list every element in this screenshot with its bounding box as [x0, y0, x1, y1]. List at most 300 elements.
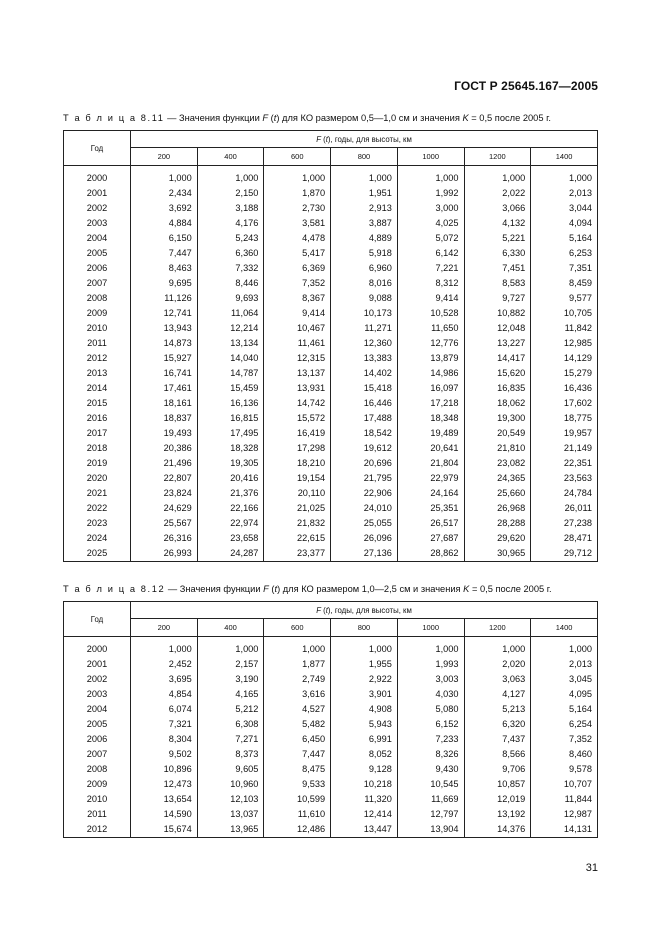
value-cell: 1,000 — [131, 171, 198, 186]
value-cell: 9,088 — [331, 291, 398, 306]
group-header — [131, 602, 598, 619]
altitude-header: 1200 — [464, 619, 531, 637]
table-row — [64, 396, 598, 411]
caption-symbol: K — [462, 113, 469, 123]
value-cell: 17,218 — [397, 396, 464, 411]
caption-text: = 0,5 после 2005 г. — [469, 584, 552, 594]
year-cell: 2010 — [64, 792, 131, 807]
value-cell: 14,742 — [264, 396, 331, 411]
value-cell: 8,367 — [264, 291, 331, 306]
value-cell: 12,797 — [397, 807, 464, 822]
value-cell: 7,352 — [531, 732, 598, 747]
data-table — [63, 601, 598, 838]
value-cell: 12,019 — [464, 792, 531, 807]
value-cell: 19,305 — [197, 456, 264, 471]
table-row — [64, 642, 598, 657]
table-row — [64, 777, 598, 792]
value-cell: 5,164 — [531, 702, 598, 717]
year-column-header: Год — [64, 131, 131, 166]
table-row — [64, 657, 598, 672]
value-cell: 14,787 — [197, 366, 264, 381]
value-cell: 18,348 — [397, 411, 464, 426]
value-cell: 17,602 — [531, 396, 598, 411]
page-number: 31 — [585, 862, 598, 874]
value-cell: 1,000 — [397, 642, 464, 657]
value-cell: 7,352 — [264, 276, 331, 291]
value-cell: 9,706 — [464, 762, 531, 777]
value-cell: 8,052 — [331, 747, 398, 762]
value-cell: 9,605 — [197, 762, 264, 777]
value-cell: 13,192 — [464, 807, 531, 822]
table-row — [64, 441, 598, 456]
table-row — [64, 732, 598, 747]
value-cell: 14,590 — [131, 807, 198, 822]
altitude-header: 1000 — [397, 619, 464, 637]
value-cell: 5,213 — [464, 702, 531, 717]
value-cell: 12,214 — [197, 321, 264, 336]
value-cell: 30,965 — [464, 546, 531, 562]
table-row — [64, 336, 598, 351]
value-cell: 14,873 — [131, 336, 198, 351]
value-cell: 12,360 — [331, 336, 398, 351]
value-cell: 3,000 — [397, 201, 464, 216]
value-cell: 20,416 — [197, 471, 264, 486]
value-cell: 10,882 — [464, 306, 531, 321]
table-row — [64, 276, 598, 291]
value-cell: 1,951 — [331, 186, 398, 201]
value-cell: 14,376 — [464, 822, 531, 838]
value-cell: 26,096 — [331, 531, 398, 546]
caption-symbol: t — [274, 584, 278, 594]
value-cell: 11,271 — [331, 321, 398, 336]
value-cell: 6,254 — [531, 717, 598, 732]
year-cell: 2008 — [64, 762, 131, 777]
value-cell: 21,804 — [397, 456, 464, 471]
value-cell: 6,152 — [397, 717, 464, 732]
value-cell: 4,165 — [197, 687, 264, 702]
value-cell: 2,452 — [131, 657, 198, 672]
header-text: ( — [320, 605, 326, 615]
value-cell: 9,414 — [264, 306, 331, 321]
table-row — [64, 291, 598, 306]
value-cell: 5,243 — [197, 231, 264, 246]
table-row — [64, 672, 598, 687]
value-cell: 6,369 — [264, 261, 331, 276]
value-cell: 4,908 — [331, 702, 398, 717]
table-row — [64, 351, 598, 366]
value-cell: 4,095 — [531, 687, 598, 702]
value-cell: 8,475 — [264, 762, 331, 777]
year-cell: 2012 — [64, 351, 131, 366]
header-symbol: F — [316, 605, 321, 615]
year-cell: 2016 — [64, 411, 131, 426]
value-cell: 11,610 — [264, 807, 331, 822]
value-cell: 15,572 — [264, 411, 331, 426]
value-cell: 8,446 — [197, 276, 264, 291]
value-cell: 26,968 — [464, 501, 531, 516]
header-text: ( — [320, 134, 326, 144]
year-cell: 2024 — [64, 531, 131, 546]
value-cell: 4,527 — [264, 702, 331, 717]
value-cell: 1,955 — [331, 657, 398, 672]
table-row — [64, 792, 598, 807]
caption-text: ) для КО размером 1,0—2,5 см и значения — [277, 584, 464, 594]
value-cell: 14,131 — [531, 822, 598, 838]
value-cell: 9,128 — [331, 762, 398, 777]
value-cell: 15,674 — [131, 822, 198, 838]
value-cell: 10,599 — [264, 792, 331, 807]
header-symbol: F — [316, 134, 321, 144]
value-cell: 23,658 — [197, 531, 264, 546]
table-row — [64, 687, 598, 702]
value-cell: 4,884 — [131, 216, 198, 231]
value-cell: 17,488 — [331, 411, 398, 426]
value-cell: 11,320 — [331, 792, 398, 807]
value-cell: 13,965 — [197, 822, 264, 838]
value-cell: 7,351 — [531, 261, 598, 276]
value-cell: 13,227 — [464, 336, 531, 351]
value-cell: 22,166 — [197, 501, 264, 516]
value-cell: 18,542 — [331, 426, 398, 441]
header-text: ), годы, для высоты, км — [327, 134, 412, 144]
value-cell: 4,478 — [264, 231, 331, 246]
year-column-header: Год — [64, 602, 131, 637]
year-cell: 2009 — [64, 306, 131, 321]
value-cell: 16,419 — [264, 426, 331, 441]
value-cell: 8,326 — [397, 747, 464, 762]
value-cell: 19,300 — [464, 411, 531, 426]
value-cell: 13,383 — [331, 351, 398, 366]
year-cell: 2020 — [64, 471, 131, 486]
year-cell: 2025 — [64, 546, 131, 562]
value-cell: 7,271 — [197, 732, 264, 747]
value-cell: 13,037 — [197, 807, 264, 822]
value-cell: 18,328 — [197, 441, 264, 456]
document-header: ГОСТ Р 25645.167—2005 — [454, 79, 598, 93]
value-cell: 1,000 — [331, 171, 398, 186]
caption-text: ( — [268, 584, 275, 594]
value-cell: 29,712 — [531, 546, 598, 562]
value-cell: 8,460 — [531, 747, 598, 762]
year-cell: 2004 — [64, 231, 131, 246]
caption-symbol: t — [273, 113, 277, 123]
caption-text: ( — [268, 113, 274, 123]
value-cell: 11,461 — [264, 336, 331, 351]
value-cell: 13,447 — [331, 822, 398, 838]
value-cell: 8,583 — [464, 276, 531, 291]
table-row — [64, 762, 598, 777]
year-cell: 2010 — [64, 321, 131, 336]
year-cell: 2003 — [64, 216, 131, 231]
value-cell: 26,316 — [131, 531, 198, 546]
value-cell: 1,993 — [397, 657, 464, 672]
value-cell: 23,824 — [131, 486, 198, 501]
year-cell: 2011 — [64, 336, 131, 351]
value-cell: 24,629 — [131, 501, 198, 516]
year-cell: 2000 — [64, 171, 131, 186]
value-cell: 21,810 — [464, 441, 531, 456]
value-cell: 21,496 — [131, 456, 198, 471]
value-cell: 1,000 — [397, 171, 464, 186]
year-cell: 2008 — [64, 291, 131, 306]
year-cell: 2023 — [64, 516, 131, 531]
table-row — [64, 516, 598, 531]
year-cell: 2009 — [64, 777, 131, 792]
value-cell: 6,960 — [331, 261, 398, 276]
table-row — [64, 321, 598, 336]
table-row — [64, 717, 598, 732]
value-cell: 9,578 — [531, 762, 598, 777]
value-cell: 18,210 — [264, 456, 331, 471]
table-row — [64, 702, 598, 717]
altitude-header: 200 — [131, 148, 198, 166]
value-cell: 22,615 — [264, 531, 331, 546]
value-cell: 7,447 — [131, 246, 198, 261]
value-cell: 6,142 — [397, 246, 464, 261]
value-cell: 26,517 — [397, 516, 464, 531]
value-cell: 19,489 — [397, 426, 464, 441]
value-cell: 1,000 — [531, 642, 598, 657]
value-cell: 22,974 — [197, 516, 264, 531]
caption-text: — Значения функции — [165, 584, 264, 594]
value-cell: 2,013 — [531, 657, 598, 672]
value-cell: 6,074 — [131, 702, 198, 717]
value-cell: 21,149 — [531, 441, 598, 456]
value-cell: 10,218 — [331, 777, 398, 792]
value-cell: 29,620 — [464, 531, 531, 546]
value-cell: 22,807 — [131, 471, 198, 486]
value-cell: 18,062 — [464, 396, 531, 411]
value-cell: 9,414 — [397, 291, 464, 306]
value-cell: 3,063 — [464, 672, 531, 687]
value-cell: 21,376 — [197, 486, 264, 501]
table-row — [64, 546, 598, 562]
value-cell: 28,471 — [531, 531, 598, 546]
altitude-header: 1400 — [531, 619, 598, 637]
value-cell: 14,986 — [397, 366, 464, 381]
value-cell: 3,003 — [397, 672, 464, 687]
value-cell: 5,918 — [331, 246, 398, 261]
table-row — [64, 216, 598, 231]
value-cell: 28,862 — [397, 546, 464, 562]
value-cell: 3,616 — [264, 687, 331, 702]
table-row — [64, 471, 598, 486]
value-cell: 15,418 — [331, 381, 398, 396]
value-cell: 10,857 — [464, 777, 531, 792]
altitude-header: 600 — [264, 148, 331, 166]
value-cell: 3,887 — [331, 216, 398, 231]
value-cell: 21,832 — [264, 516, 331, 531]
value-cell: 7,437 — [464, 732, 531, 747]
value-cell: 1,000 — [331, 642, 398, 657]
value-cell: 13,943 — [131, 321, 198, 336]
value-cell: 2,022 — [464, 186, 531, 201]
value-cell: 22,979 — [397, 471, 464, 486]
value-cell: 10,545 — [397, 777, 464, 792]
value-cell: 13,134 — [197, 336, 264, 351]
value-cell: 5,212 — [197, 702, 264, 717]
year-cell: 2006 — [64, 732, 131, 747]
value-cell: 6,253 — [531, 246, 598, 261]
table-caption — [63, 113, 551, 123]
value-cell: 12,315 — [264, 351, 331, 366]
value-cell: 26,011 — [531, 501, 598, 516]
value-cell: 18,161 — [131, 396, 198, 411]
year-cell: 2004 — [64, 702, 131, 717]
value-cell: 9,430 — [397, 762, 464, 777]
value-cell: 18,775 — [531, 411, 598, 426]
caption-text: ) для КО размером 0,5—1,0 см и значения — [276, 113, 463, 123]
year-cell: 2012 — [64, 822, 131, 838]
value-cell: 17,461 — [131, 381, 198, 396]
value-cell: 1,000 — [264, 642, 331, 657]
value-cell: 7,447 — [264, 747, 331, 762]
year-cell: 2005 — [64, 717, 131, 732]
altitude-header: 1200 — [464, 148, 531, 166]
year-cell: 2000 — [64, 642, 131, 657]
value-cell: 10,528 — [397, 306, 464, 321]
value-cell: 7,332 — [197, 261, 264, 276]
value-cell: 9,693 — [197, 291, 264, 306]
value-cell: 19,493 — [131, 426, 198, 441]
value-cell: 23,377 — [264, 546, 331, 562]
table-row — [64, 246, 598, 261]
value-cell: 10,705 — [531, 306, 598, 321]
table-row — [64, 426, 598, 441]
value-cell: 12,776 — [397, 336, 464, 351]
value-cell: 20,641 — [397, 441, 464, 456]
table-row — [64, 186, 598, 201]
value-cell: 1,000 — [131, 642, 198, 657]
value-cell: 2,020 — [464, 657, 531, 672]
value-cell: 6,320 — [464, 717, 531, 732]
value-cell: 19,154 — [264, 471, 331, 486]
altitude-header: 400 — [197, 148, 264, 166]
value-cell: 27,238 — [531, 516, 598, 531]
value-cell: 24,010 — [331, 501, 398, 516]
value-cell: 16,136 — [197, 396, 264, 411]
value-cell: 24,287 — [197, 546, 264, 562]
table-row — [64, 381, 598, 396]
value-cell: 2,922 — [331, 672, 398, 687]
value-cell: 12,741 — [131, 306, 198, 321]
table-row — [64, 456, 598, 471]
year-cell: 2001 — [64, 186, 131, 201]
value-cell: 2,434 — [131, 186, 198, 201]
value-cell: 16,446 — [331, 396, 398, 411]
header-text: ), годы, для высоты, км — [327, 605, 412, 615]
value-cell: 5,221 — [464, 231, 531, 246]
value-cell: 8,463 — [131, 261, 198, 276]
value-cell: 20,549 — [464, 426, 531, 441]
value-cell: 15,279 — [531, 366, 598, 381]
year-cell: 2002 — [64, 201, 131, 216]
caption-symbol: F — [262, 113, 269, 123]
table-row — [64, 171, 598, 186]
value-cell: 23,563 — [531, 471, 598, 486]
value-cell: 5,164 — [531, 231, 598, 246]
value-cell: 4,889 — [331, 231, 398, 246]
value-cell: 13,904 — [397, 822, 464, 838]
value-cell: 4,854 — [131, 687, 198, 702]
value-cell: 8,016 — [331, 276, 398, 291]
value-cell: 2,150 — [197, 186, 264, 201]
value-cell: 2,157 — [197, 657, 264, 672]
value-cell: 17,298 — [264, 441, 331, 456]
value-cell: 9,533 — [264, 777, 331, 792]
value-cell: 25,351 — [397, 501, 464, 516]
value-cell: 17,495 — [197, 426, 264, 441]
value-cell: 13,879 — [397, 351, 464, 366]
value-cell: 24,365 — [464, 471, 531, 486]
value-cell: 10,707 — [531, 777, 598, 792]
value-cell: 10,960 — [197, 777, 264, 792]
value-cell: 10,173 — [331, 306, 398, 321]
value-cell: 16,815 — [197, 411, 264, 426]
value-cell: 5,417 — [264, 246, 331, 261]
value-cell: 16,097 — [397, 381, 464, 396]
value-cell: 7,321 — [131, 717, 198, 732]
value-cell: 12,473 — [131, 777, 198, 792]
year-cell: 2005 — [64, 246, 131, 261]
value-cell: 8,459 — [531, 276, 598, 291]
table-row — [64, 486, 598, 501]
value-cell: 1,000 — [264, 171, 331, 186]
value-cell: 12,985 — [531, 336, 598, 351]
value-cell: 15,620 — [464, 366, 531, 381]
value-cell: 4,025 — [397, 216, 464, 231]
value-cell: 12,414 — [331, 807, 398, 822]
year-cell: 2007 — [64, 276, 131, 291]
value-cell: 21,795 — [331, 471, 398, 486]
caption-text: = 0,5 после 2005 г. — [468, 113, 551, 123]
value-cell: 22,351 — [531, 456, 598, 471]
value-cell: 12,048 — [464, 321, 531, 336]
group-header — [131, 131, 598, 148]
value-cell: 1,992 — [397, 186, 464, 201]
value-cell: 2,913 — [331, 201, 398, 216]
year-cell: 2002 — [64, 672, 131, 687]
value-cell: 14,417 — [464, 351, 531, 366]
value-cell: 16,835 — [464, 381, 531, 396]
year-cell: 2006 — [64, 261, 131, 276]
value-cell: 4,030 — [397, 687, 464, 702]
value-cell: 6,308 — [197, 717, 264, 732]
header-symbol: t — [325, 134, 328, 144]
year-cell: 2001 — [64, 657, 131, 672]
year-cell: 2017 — [64, 426, 131, 441]
value-cell: 4,176 — [197, 216, 264, 231]
year-cell: 2015 — [64, 396, 131, 411]
value-cell: 1,000 — [531, 171, 598, 186]
value-cell: 16,436 — [531, 381, 598, 396]
altitude-header: 400 — [197, 619, 264, 637]
value-cell: 1,870 — [264, 186, 331, 201]
value-cell: 12,987 — [531, 807, 598, 822]
value-cell: 9,577 — [531, 291, 598, 306]
caption-symbol: F — [263, 584, 269, 594]
caption-text: — Значения функции — [164, 113, 263, 123]
value-cell: 2,730 — [264, 201, 331, 216]
value-cell: 8,566 — [464, 747, 531, 762]
value-cell: 6,150 — [131, 231, 198, 246]
value-cell: 16,741 — [131, 366, 198, 381]
table-row — [64, 411, 598, 426]
year-cell: 2011 — [64, 807, 131, 822]
value-cell: 24,784 — [531, 486, 598, 501]
table-caption — [63, 584, 552, 594]
value-cell: 1,000 — [197, 642, 264, 657]
